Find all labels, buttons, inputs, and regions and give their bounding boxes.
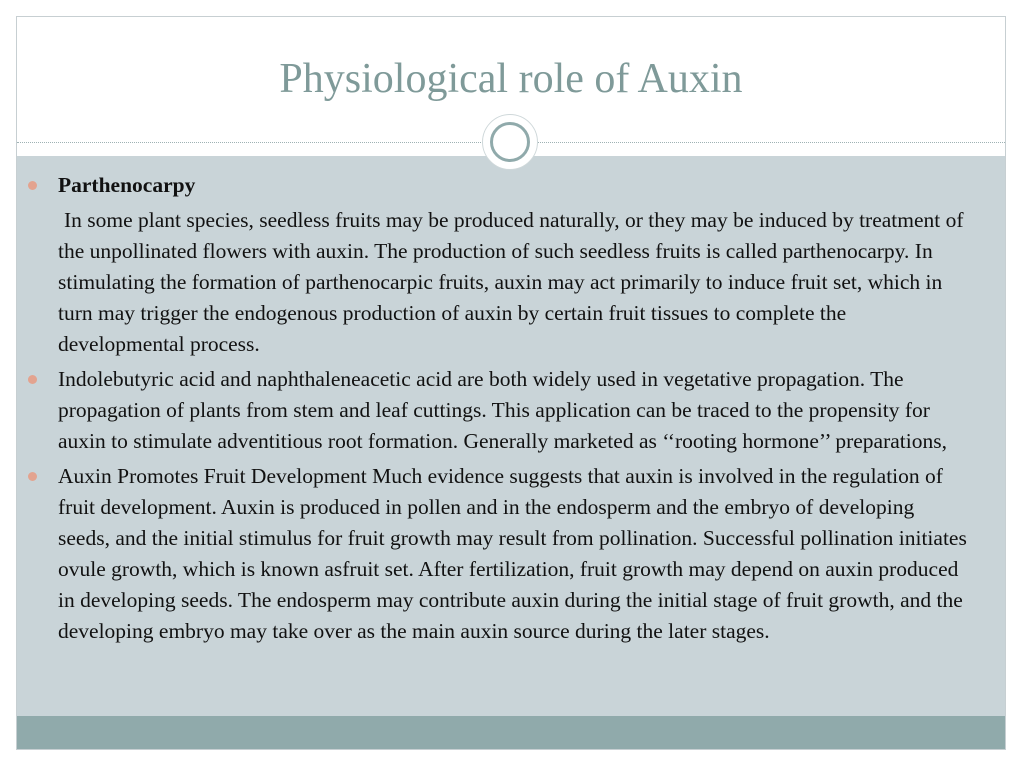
bullet-text: Indolebutyric acid and naphthaleneacetic acid are both widely used in vegetative propagation. The propagation of plants from stem and leaf cuttings. This application can be traced to the propensity for auxin to stimulate adventitious root formation. Generally marketed as ‘‘rooting hormone’’ preparations,	[58, 367, 947, 453]
bullet-dot-icon	[28, 472, 37, 481]
bullet-text: In some plant species, seedless fruits may be produced naturally, or they may be induced by treatment of the unpollinated flowers with auxin. The production of such seedless fruits is called parthenocarpy. In stimulating the formation of parthenocarpic fruits, auxin may act primarily to induce fruit set, which in turn may trigger the endogenous production of auxin by certain fruit tissues to complete the developmental process.	[58, 208, 964, 356]
circle-ornament-icon	[483, 115, 537, 169]
bullet-item-propagation	[58, 364, 968, 457]
slide-body	[58, 170, 968, 647]
bullet-dot-icon	[28, 181, 37, 190]
bottom-band	[17, 716, 1005, 749]
circle-ornament-ring	[490, 122, 530, 162]
slide-title: Physiological role of Auxin	[279, 56, 743, 102]
bullet-item-fruit-development	[58, 461, 968, 647]
bullet-dot-icon	[28, 375, 37, 384]
bullet-text: Auxin Promotes Fruit Development Much evidence suggests that auxin is involved in the regulation of fruit development. Auxin is produced in pollen and in the endosperm and the embryo of developing seeds, and the initial stimulus for fruit growth may result from pollination. Successful pollination initiates ovule growth, which is known asfruit set. After fertilization, fruit growth may depend on auxin produced in developing seeds. The endosperm may contribute auxin during the initial stage of fruit growth, and the developing embryo may take over as the main auxin source during the later stages.	[58, 464, 967, 643]
bullet-item-parthenocarpy	[58, 170, 968, 360]
bullet-heading: Parthenocarpy	[58, 173, 196, 197]
